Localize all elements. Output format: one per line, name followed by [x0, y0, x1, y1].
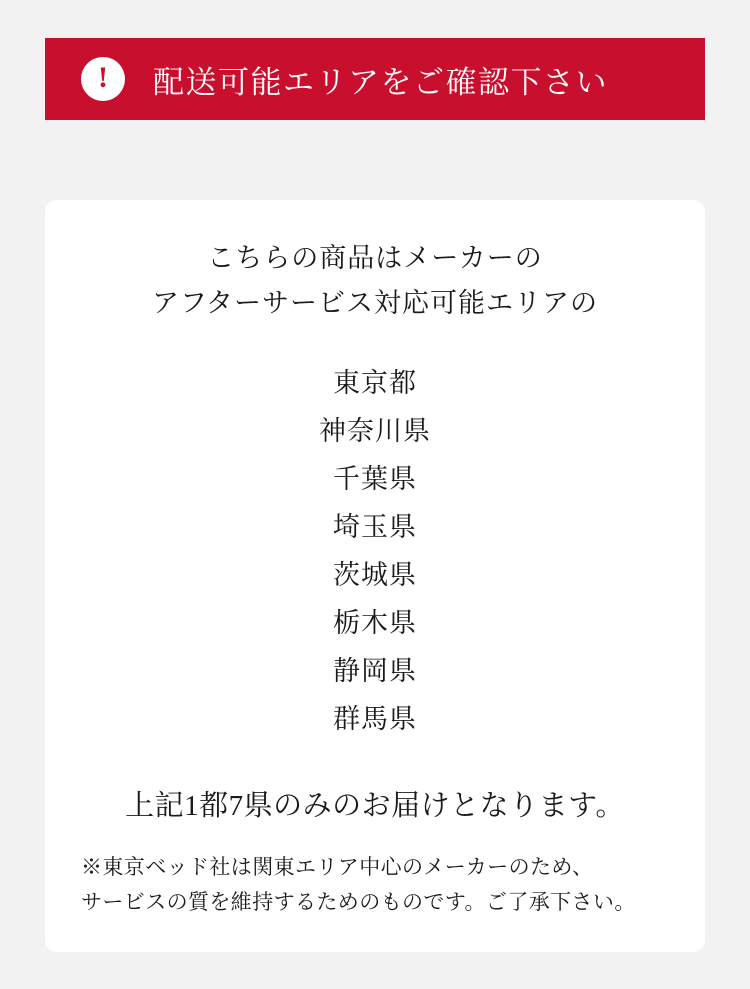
list-item: 茨城県 [333, 560, 417, 591]
intro-line-1: こちらの商品はメーカーの [207, 243, 543, 273]
list-item: 静岡県 [333, 656, 417, 687]
area-list [75, 359, 675, 743]
exclamation-mark-icon: ! [81, 57, 125, 101]
list-item: 群馬県 [333, 704, 417, 735]
summary-text: 上記1都7県のみのお届けとなります。 [125, 790, 625, 823]
footnote-line-1: ※東京ベッド社は関東エリア中心のメーカーのため、 [81, 855, 594, 880]
list-item: 栃木県 [333, 608, 417, 639]
list-item: 埼玉県 [333, 512, 417, 543]
footnote [75, 850, 675, 919]
notice-card [45, 200, 705, 952]
intro-text [75, 236, 675, 325]
banner-title: 配送可能エリアをご確認下さい [153, 64, 608, 100]
list-item: 千葉県 [333, 464, 417, 495]
notice-banner [45, 38, 705, 120]
list-item: 神奈川県 [319, 416, 431, 447]
list-item: 東京都 [333, 368, 417, 399]
intro-line-2: アフターサービス対応可能エリアの [151, 287, 599, 318]
footnote-line-2: サービスの質を維持するためのものです。ご了承下さい。 [81, 890, 636, 915]
